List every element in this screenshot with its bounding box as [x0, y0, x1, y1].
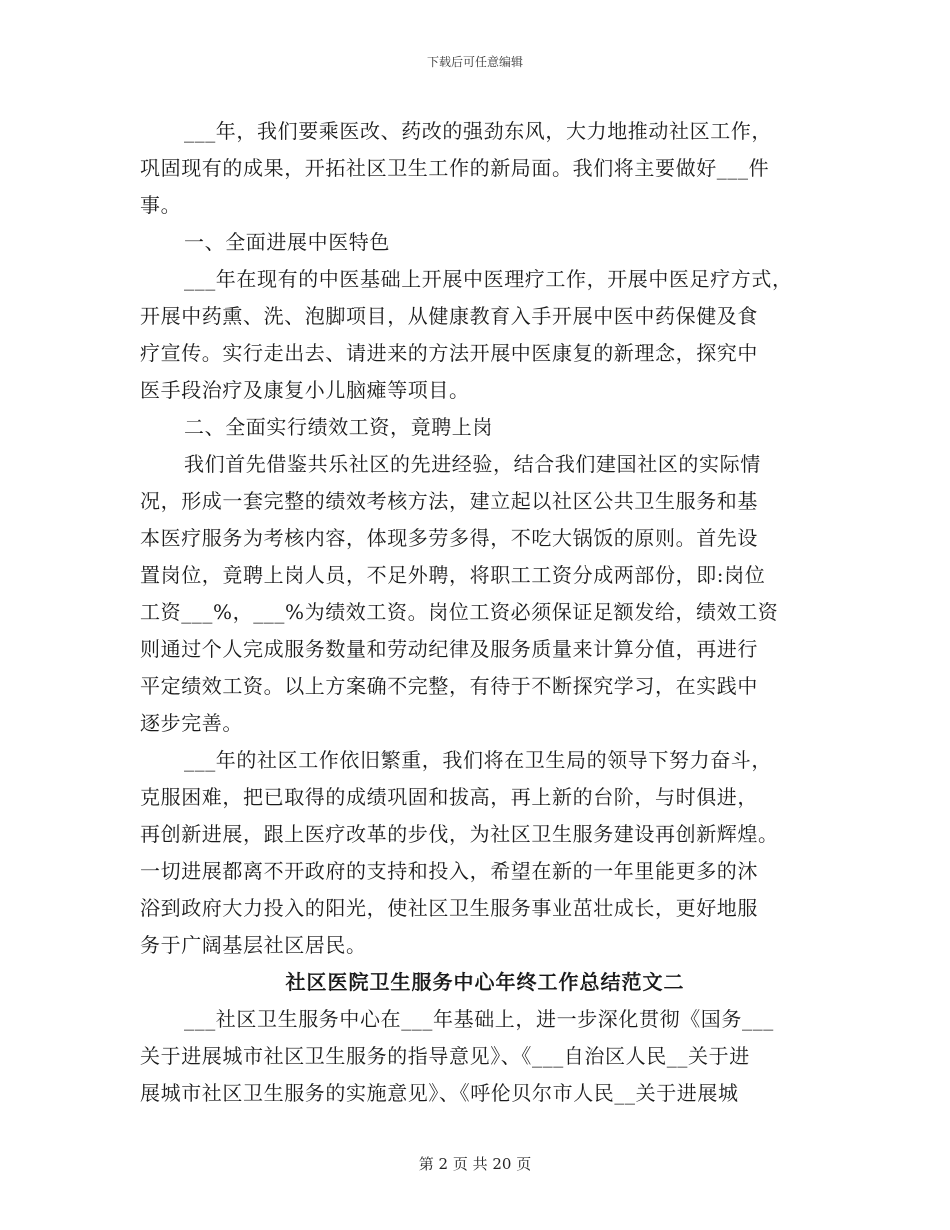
paragraph-line: 工资___%，___%为绩效工资。岗位工资必须保证足额发给，绩效工资 [140, 600, 779, 624]
paragraph-line: 医手段治疗及康复小儿脑瘫等项目。 [140, 378, 470, 402]
paragraph-line: 则通过个人完成服务数量和劳动纪律及服务质量来计算分值，再进行 [140, 637, 758, 661]
paragraph-line: 置岗位，竟聘上岗人员，不足外聘，将职工工资分成两部份，即:岗位 [140, 563, 766, 587]
paragraph-line: 一切进展都离不开政府的支持和投入，希望在新的一年里能更多的沐 [140, 859, 758, 883]
paragraph-line: ___社区卫生服务中心在___年基础上，进一步深化贯彻《国务___ [184, 1007, 774, 1031]
paragraph-line: ___年的社区工作依旧繁重，我们将在卫生局的领导下努力奋斗， [184, 748, 772, 772]
paragraph-line: 事。 [140, 193, 182, 217]
page-footer: 第 2 页 共 20 页 [418, 1155, 532, 1173]
document-body [140, 113, 810, 1112]
paragraph-line: 本医疗服务为考核内容，体现多劳多得，不吃大锅饭的原则。首先设 [140, 526, 758, 550]
paragraph-line: 克服困难，把已取得的成绩巩固和拔高，再上新的台阶，与时俱进， [140, 785, 758, 809]
paragraph-line: 我们首先借鉴共乐社区的先进经验，结合我们建国社区的实际情 [184, 452, 761, 476]
paragraph-line: 巩固现有的成果，开拓社区卫生工作的新局面。我们将主要做好___件 [140, 156, 770, 180]
paragraph-line: 展城市社区卫生服务的实施意见》、《呼伦贝尔市人民__关于进展城 [140, 1081, 739, 1105]
paragraph-line: 关于进展城市社区卫生服务的指导意见》、《___自治区人民__关于进 [140, 1044, 750, 1068]
document-title: 社区医院卫生服务中心年终工作总结范文二 [285, 970, 685, 994]
paragraph-line: 开展中药熏、洗、泡脚项目，从健康教育入手开展中医中药保健及食 [140, 304, 758, 328]
paragraph-line: ___年在现有的中医基础上开展中医理疗工作，开展中医足疗方式， [184, 267, 793, 291]
section-heading: 一、全面进展中医特色 [184, 230, 390, 254]
paragraph-line: 逐步完善。 [140, 711, 243, 735]
paragraph-line: 再创新进展，跟上医疗改革的步伐，为社区卫生服务建设再创新辉煌。 [140, 822, 779, 846]
section-heading: 二、全面实行绩效工资，竟聘上岗 [184, 415, 493, 439]
paragraph-line: 疗宣传。实行走出去、请进来的方法开展中医康复的新理念，探究中 [140, 341, 758, 365]
paragraph-line: 况，形成一套完整的绩效考核方法，建立起以社区公共卫生服务和基 [140, 489, 758, 513]
paragraph-line: ___年，我们要乘医改、药改的强劲东风，大力地推动社区工作， [184, 119, 772, 143]
page-header: 下载后可任意编辑 [426, 55, 523, 69]
paragraph-line: 务于广阔基层社区居民。 [140, 933, 367, 957]
paragraph-line: 平定绩效工资。以上方案确不完整，有待于不断探究学习，在实践中 [140, 674, 758, 698]
paragraph-line: 浴到政府大力投入的阳光，使社区卫生服务事业茁壮成长，更好地服 [140, 896, 758, 920]
